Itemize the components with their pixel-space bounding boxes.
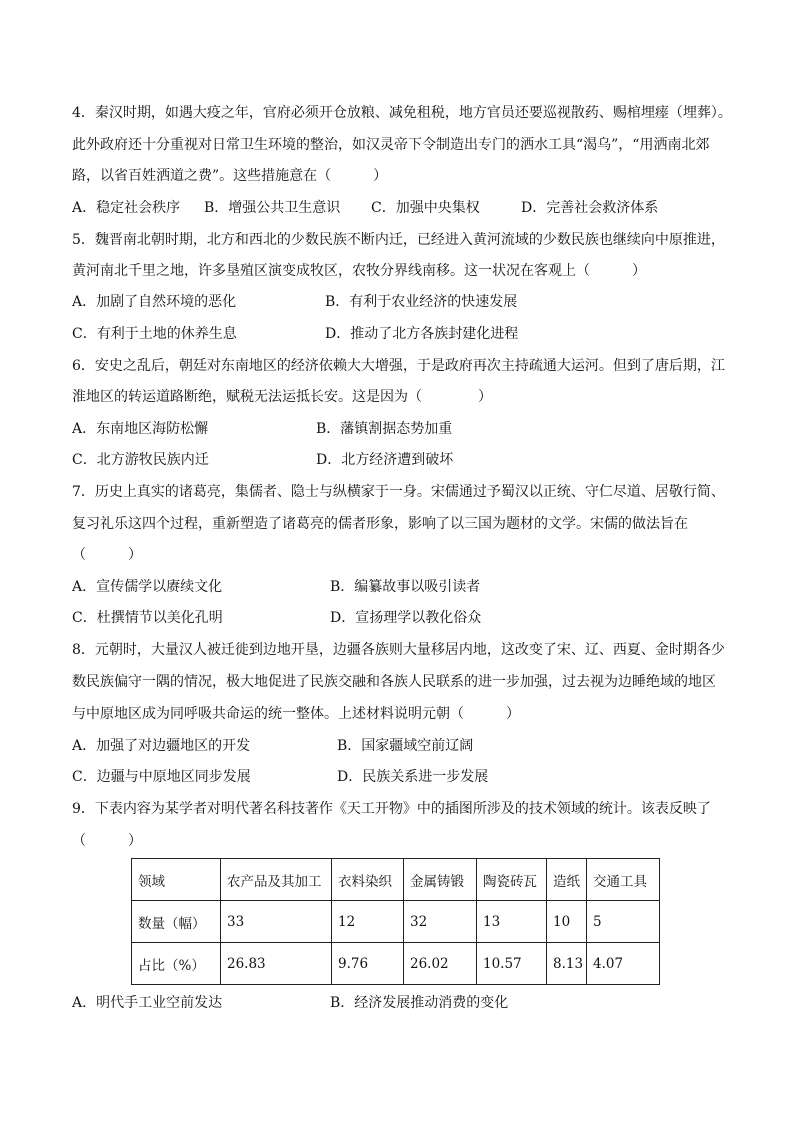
q6-option-b: B．藩镇割据态势加重 [316, 421, 453, 437]
table-row [132, 859, 660, 901]
q7-stem-line-2: 复习礼乐这四个过程，重新塑造了诸葛亮的儒者形象，影响了以三国为题材的文学。宋儒的做法旨在 [72, 516, 688, 532]
q6-stem-line-2: 淮地区的转运道路断绝，赋税无法运抵长安。这是因为（ ） [72, 389, 492, 405]
table-cell: 10.57 [477, 943, 547, 985]
table-cell: 5 [587, 901, 660, 943]
table-cell: 9.76 [332, 943, 404, 985]
table-cell: 12 [332, 901, 404, 943]
q9-option-a: A．明代手工业空前发达 [72, 995, 223, 1011]
q4-stem-line-1: 4．秦汉时期，如遇大疫之年，官府必须开仓放粮、减免租税，地方官员还要巡视散药、赐棺埋瘗（埋葬）。 [72, 105, 732, 121]
table-cell: 33 [221, 901, 332, 943]
table-cell: 农产品及其加工 [221, 859, 332, 901]
table-cell: 32 [404, 901, 477, 943]
table-cell: 数量（幅） [132, 901, 221, 943]
q4-option-a: A．稳定社会秩序 [72, 200, 181, 216]
table-cell: 衣料染织 [332, 859, 404, 901]
q9-option-b: B．经济发展推动消费的变化 [330, 995, 509, 1011]
q5-option-b: B．有利于农业经济的快速发展 [325, 294, 518, 310]
q4-stem-line-2: 此外政府还十分重视对日常卫生环境的整治，如汉灵帝下令制造出专门的洒水工具“渴乌”，“用洒南北郊 [72, 137, 710, 153]
table-cell: 26.83 [221, 943, 332, 985]
table-cell: 交通工具 [587, 859, 660, 901]
q7-stem-line-3: （ ） [72, 547, 142, 563]
tiangong-kaiwu-stats-table [131, 858, 660, 985]
table-cell: 4.07 [587, 943, 660, 985]
q9-stem-line-1: 9．下表内容为某学者对明代著名科技著作《天工开物》中的插图所涉及的技术领域的统计。该表反映了 [72, 801, 711, 817]
table-cell: 26.02 [404, 943, 477, 985]
q8-stem-line-2: 数民族偏守一隅的情况，极大地促进了民族交融和各族人民联系的进一步加强，过去视为边睡绝域的地区 [72, 674, 716, 690]
q8-stem-line-3: 与中原地区成为同呼吸共命运的统一整体。上述材料说明元朝（ ） [72, 706, 520, 722]
table-row [132, 943, 660, 985]
table-cell: 金属铸锻 [404, 859, 477, 901]
q6-option-d: D．北方经济遭到破坏 [316, 452, 454, 468]
q5-stem-line-1: 5．魏晋南北朝时期，北方和西北的少数民族不断内迁，已经进入黄河流域的少数民族也继续向中原推进， [72, 232, 725, 248]
q7-option-c: C．杜撰情节以美化孔明 [72, 610, 223, 626]
q7-option-d: D．宣扬理学以教化俗众 [330, 610, 482, 626]
q6-stem-line-1: 6．安史之乱后，朝廷对东南地区的经济依赖大大增强，于是政府再次主持疏通大运河。但到了唐后期，江 [72, 358, 725, 374]
table-cell: 10 [547, 901, 587, 943]
q7-stem-line-1: 7．历史上真实的诸葛亮，集儒者、隐士与纵横家于一身。宋儒通过予蜀汉以正统、守仁尽道、居敬行简、 [72, 484, 725, 500]
q7-option-b: B．编纂故事以吸引读者 [330, 579, 481, 595]
q5-stem-line-2: 黄河南北千里之地，许多垦殖区演变成牧区，农牧分界线南移。这一状况在客观上（ ） [72, 263, 646, 279]
q9-stem-line-2: （ ） [72, 833, 142, 849]
table-cell: 造纸 [547, 859, 587, 901]
q5-option-a: A．加剧了自然环境的恶化 [72, 294, 237, 310]
q4-option-d: D．完善社会救济体系 [521, 200, 659, 216]
table-cell: 8.13 [547, 943, 587, 985]
q4-option-c: C．加强中央集权 [371, 200, 480, 216]
q8-option-a: A．加强了对边疆地区的开发 [72, 738, 251, 754]
q6-option-a: A．东南地区海防松懈 [72, 421, 209, 437]
q8-stem-line-1: 8．元朝时，大量汉人被迁徙到边地开垦，边疆各族则大量移居内地，这改变了宋、辽、西夏、金时期各少 [72, 642, 725, 658]
table-cell: 陶瓷砖瓦 [477, 859, 547, 901]
q6-option-c: C．北方游牧民族内迁 [72, 452, 209, 468]
table-row [132, 901, 660, 943]
q4-stem-line-3: 路，以省百姓洒道之费”。这些措施意在（ ） [72, 168, 388, 184]
q4-option-b: B．增强公共卫生意识 [204, 200, 341, 216]
q8-option-b: B．国家疆域空前辽阔 [337, 738, 474, 754]
table-cell: 13 [477, 901, 547, 943]
q7-option-a: A．宣传儒学以赓续文化 [72, 579, 223, 595]
q8-option-c: C．边疆与中原地区同步发展 [72, 769, 251, 785]
table-cell: 占比（%） [132, 943, 221, 985]
table-cell: 领域 [132, 859, 221, 901]
q5-option-d: D．推动了北方各族封建化进程 [325, 326, 519, 342]
q5-option-c: C．有利于土地的休养生息 [72, 326, 237, 342]
q8-option-d: D．民族关系进一步发展 [337, 769, 489, 785]
